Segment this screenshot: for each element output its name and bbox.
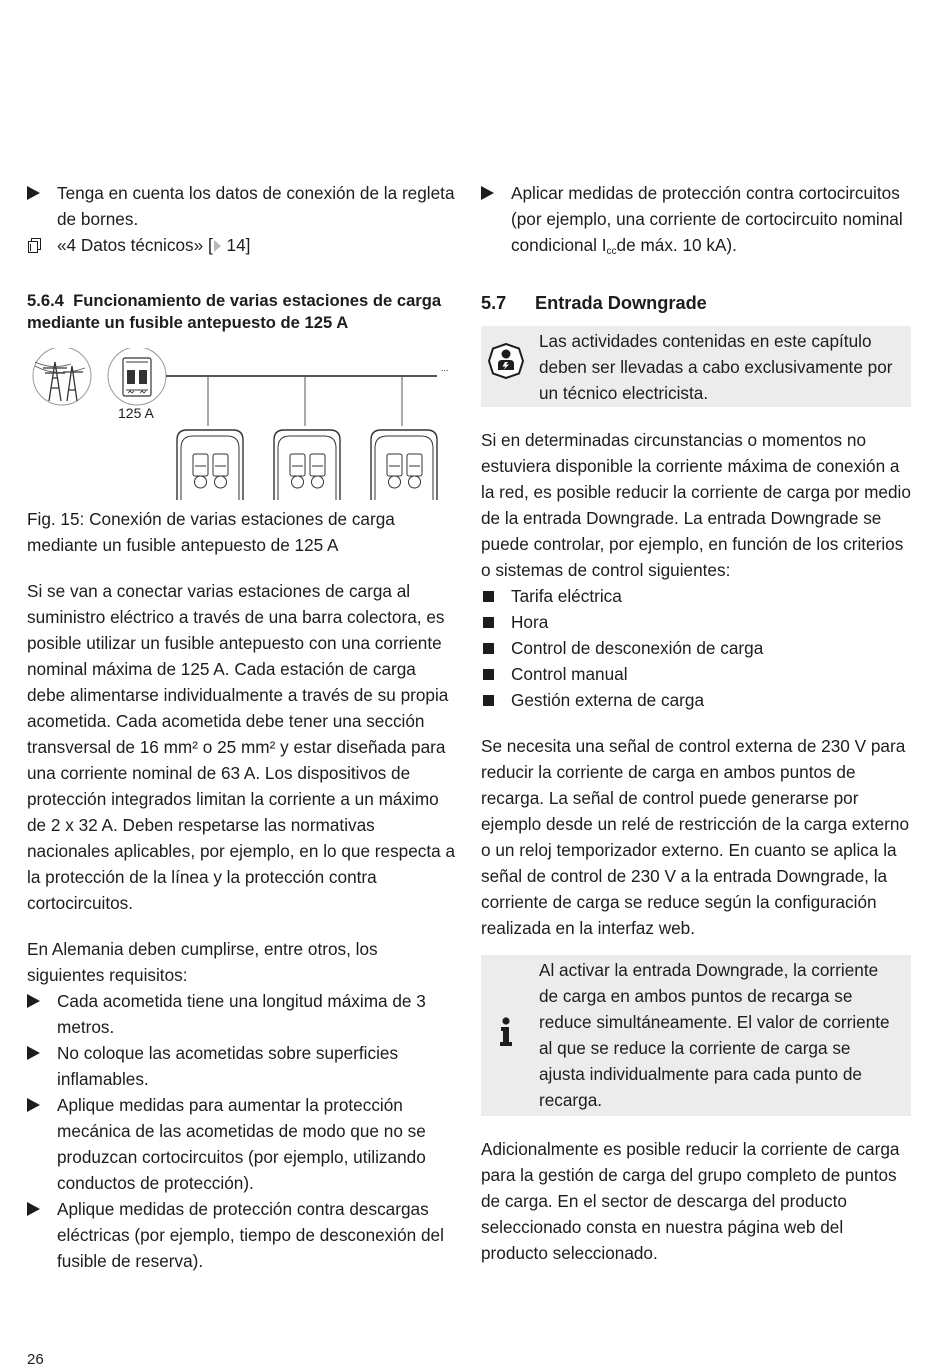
list-item: Gestión externa de carga (481, 687, 911, 713)
triangle-bullet-icon (481, 186, 494, 200)
info-note: Al activar la entrada Downgrade, la corriente de carga en ambos puntos de recarga se reduce simultáneamente. El valor de corriente al que se reduce la corriente de carga se ajusta individualmente para cada punto de recarga. (481, 955, 911, 1116)
section-heading-5-6-4: 5.6.4 Funcionamiento de varias estaciones de carga mediante un fusible antepuesto de 125 A (27, 291, 442, 332)
electrician-icon (488, 343, 524, 379)
list-item: Hora (481, 609, 911, 635)
triangle-bullet-icon (27, 1202, 40, 1216)
list-item: No coloque las acometidas sobre superficies inflamables. (27, 1040, 457, 1092)
list-item: Aplique medidas para aumentar la protección mecánica de las acometidas de modo que no se produzcan cortocircuitos (por ejemplo, utilizando conductos de protección). (27, 1092, 457, 1196)
info-icon (498, 1017, 514, 1047)
paragraph-germany: En Alemania deben cumplirse, entre otros, los siguientes requisitos: (27, 939, 378, 985)
triangle-bullet-icon (27, 186, 40, 200)
control-criteria-list (481, 583, 911, 713)
page-number: 26 (27, 1351, 44, 1368)
page-arrow-icon (213, 240, 222, 252)
square-bullet-icon (483, 695, 494, 706)
charging-station-3-icon (371, 430, 437, 500)
square-bullet-icon (483, 617, 494, 628)
list-item: Control de desconexión de carga (481, 635, 911, 661)
book-reference-icon (28, 238, 41, 253)
list-item: Aplique medidas de protección contra descargas eléctricas (por ejemplo, tiempo de desconexión del fusible de reserva). (27, 1196, 457, 1274)
power-pylon-icon (33, 348, 91, 405)
right-column (481, 180, 911, 1266)
square-bullet-icon (483, 591, 494, 602)
square-bullet-icon (483, 669, 494, 680)
charging-station-2-icon (274, 430, 340, 500)
figure-caption: Fig. 15: Conexión de varias estaciones de carga mediante un fusible antepuesto de 125 A (27, 509, 395, 555)
triangle-bullet-icon (27, 994, 40, 1008)
triangle-bullet-icon (27, 1046, 40, 1060)
list-item: Cada acometida tiene una longitud máxima de 3 metros. (27, 988, 457, 1040)
triangle-bullet-icon (27, 1098, 40, 1112)
wiring-diagram (27, 348, 467, 500)
requirements-list (27, 988, 457, 1274)
list-item: Control manual (481, 661, 911, 687)
paragraph-busbar: Si se van a conectar varias estaciones de carga al suministro eléctrico a través de una barra colectora, es posible utilizar un fusible antepuesto con una corriente nominal máxima de 125 A. Cada estación de carga debe alimentarse individualmente a través de su propia acometida. Cada acometida debe tener una sección transversal de 16 mm² o 25 mm² y estar diseñada para una corriente nominal de 63 A. Los dispositivos de protección integrados limitan la corriente a un máximo de 2 x 32 A. Deben respetarse las normativas nacionales aplicables, por ejemplo, en lo que respecta a la protección de la línea y la protección contra cortocircuitos. (27, 581, 456, 913)
section-heading-5-7: 5.7 Entrada Downgrade (481, 293, 707, 313)
bullet-short-circuit: Aplicar medidas de protección contra cortocircuitos (por ejemplo, una corriente de cortocircuito nominal condicional $I_{cc}de$ máx. 10 kA). (481, 180, 911, 258)
fuse-rating-label: 125 A (118, 405, 154, 421)
figure-15-diagram (27, 348, 457, 500)
continuation-ellipsis: ... (441, 363, 449, 373)
electrician-note: Las actividades contenidas en este capítulo deben ser llevadas a cabo exclusivamente por un técnico electricista. (481, 326, 911, 407)
paragraph-downgrade-intro: Si en determinadas circunstancias o momentos no estuviera disponible la corriente máxima de conexión a la red, es posible reducir la corriente de carga por medio de la entrada Downgrade. La entrada Downgrade se puede controlar, por ejemplo, en función de los criterios o sistemas de control siguientes: (481, 430, 911, 580)
bullet-terminal-strip: Tenga en cuenta los datos de conexión de la regleta de bornes. (27, 180, 457, 232)
square-bullet-icon (483, 643, 494, 654)
paragraph-control-signal: Se necesita una señal de control externa de 230 V para reducir la corriente de carga en ambos puntos de recarga. La señal de control puede generarse por ejemplo desde un relé de restricción de la carga externo o un reloj temporizador externo. En cuanto se aplica la señal de control de 230 V a la entrada Downgrade, la corriente de carga se reduce según la configuración realizada en la interfaz web. (481, 736, 910, 938)
left-column (27, 180, 457, 1274)
charging-station-1-icon (177, 430, 243, 500)
paragraph-group-management: Adicionalmente es posible reducir la corriente de carga para la gestión de carga del grupo completo de puntos de carga. En el sector de descarga del producto seleccionado consta en nuestra página web del producto seleccionado. (481, 1139, 900, 1263)
list-item: Tarifa eléctrica (481, 583, 911, 609)
cross-reference-link[interactable]: «4 Datos técnicos» [ 14] (27, 232, 457, 258)
fuse-icon (108, 348, 166, 405)
